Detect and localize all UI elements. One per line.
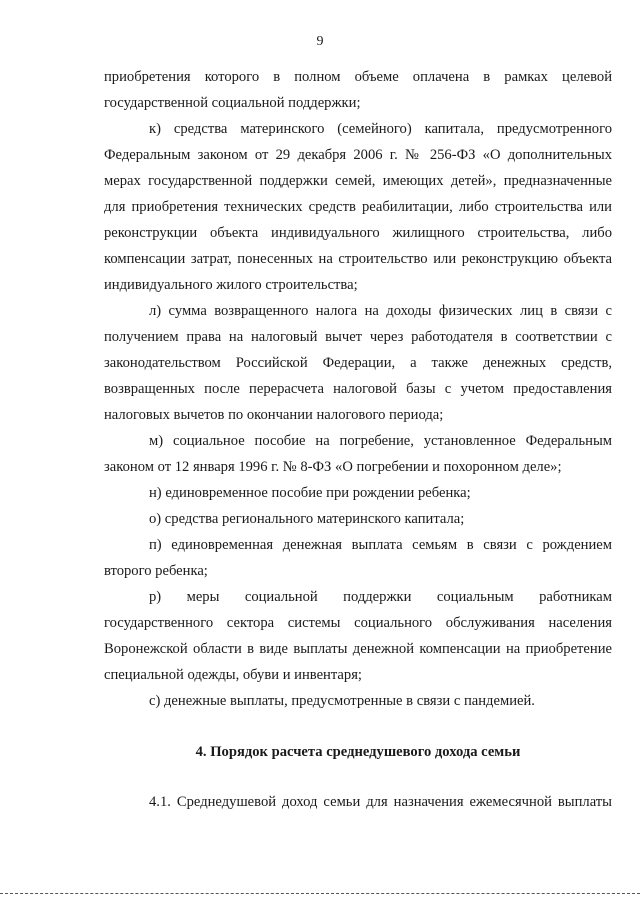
paragraph-item-n: н) единовременное пособие при рождении ребенка;	[149, 485, 471, 501]
document-body	[104, 64, 612, 714]
paragraph-item-s: с) денежные выплаты, предусмотренные в связи с пандемией.	[149, 693, 535, 709]
page-number: 9	[316, 34, 324, 49]
paragraph-continuation: приобретения которого в полном объеме оплачена в рамках целевой государственной социальной поддержки;	[104, 69, 612, 111]
paragraph-item-k: к) средства материнского (семейного) капитала, предусмотренного Федеральным законом от 29 декабря 2006 г. № 256-ФЗ «О дополнительных мерах государственной поддержки семей, имеющих детей», предназначенные для приобретения технических средств реабилитации, либо строительства или реконструкции объекта индивидуального жилищного строительства, либо компенсации затрат, понесенных на строительство или реконструкцию объекта индивидуального жилого строительства;	[104, 121, 612, 293]
paragraph-item-p: п) единовременная денежная выплата семьям в связи с рождением второго ребенка;	[104, 537, 612, 579]
paragraph-item-o: о) средства регионального материнского капитала;	[149, 511, 465, 527]
paragraph-item-l: л) сумма возвращенного налога на доходы физических лиц в связи с получением права на налоговый вычет через работодателя в соответствии с законодательством Российской Федерации, а также денежных средств, возвращенных после перерасчета налоговой базы с учетом предоставления налоговых вычетов по окончании налогового периода;	[104, 303, 612, 423]
paragraph-item-m: м) социальное пособие на погребение, установленное Федеральным законом от 12 января 1996 г. № 8-ФЗ «О погребении и похоронном деле»;	[104, 433, 612, 475]
section-heading: 4. Порядок расчета среднедушевого дохода семьи	[195, 744, 521, 760]
section-paragraph-4-1: 4.1. Среднедушевой доход семьи для назначения ежемесячной выплаты	[149, 794, 612, 810]
paragraph-item-r: р) меры социальной поддержки социальным работникам государственного сектора системы социального обслуживания населения Воронежской области в виде выплаты денежной компенсации на приобретение специальной одежды, обуви и инвентаря;	[104, 589, 612, 683]
page-bottom-rule	[0, 893, 640, 894]
